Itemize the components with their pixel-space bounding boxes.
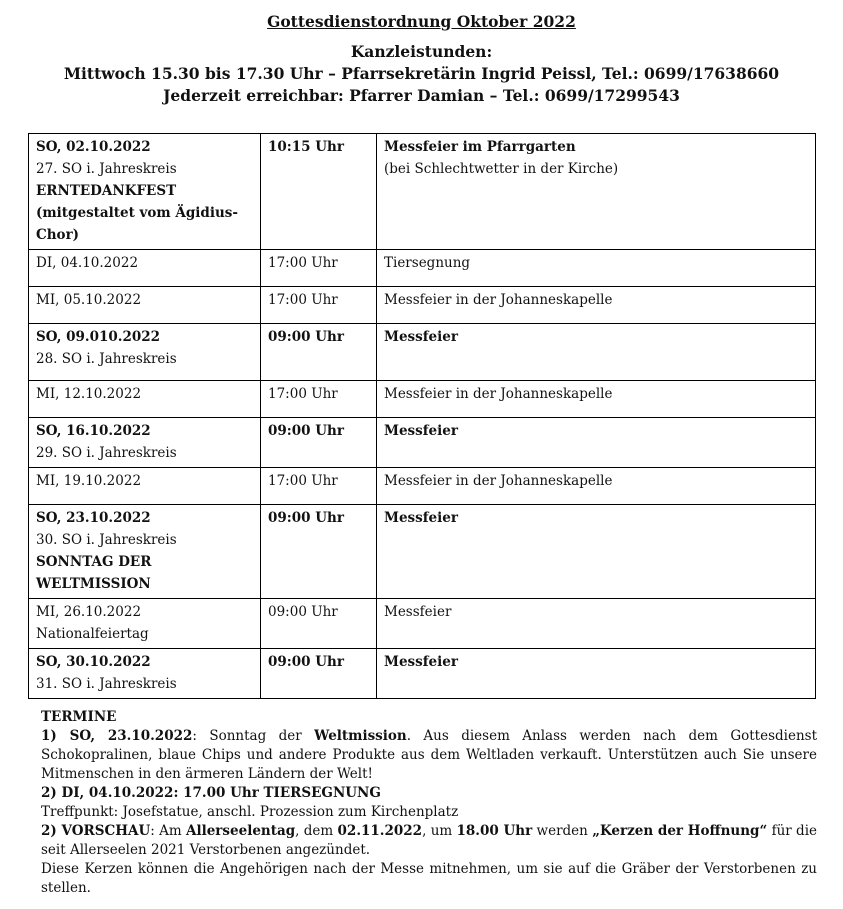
schedule-time: 09:00 Uhr xyxy=(261,324,377,381)
schedule-date: SO, 16.10.2022 xyxy=(36,423,151,439)
schedule-time: 10:15 Uhr xyxy=(261,134,377,250)
schedule-time: 17:00 Uhr xyxy=(261,468,377,505)
schedule-row xyxy=(29,381,816,418)
schedule-event-cell xyxy=(377,468,816,505)
office-hours-line: Mittwoch 15.30 bis 17.30 Uhr – Pfarrsekretärin Ingrid Peissl, Tel.: 0699/17638660 xyxy=(63,64,780,83)
schedule-event-cell xyxy=(377,599,816,649)
schedule-date-note: ERNTEDANKFEST (mitgestaltet vom Ägidius-Chor) xyxy=(36,183,238,243)
schedule-row xyxy=(29,468,816,505)
schedule-event-cell xyxy=(377,649,816,699)
schedule-event-cell xyxy=(377,418,816,468)
schedule-event: Messfeier in der Johanneskapelle xyxy=(384,292,613,308)
schedule-time: 17:00 Uhr xyxy=(261,381,377,418)
schedule-event-cell xyxy=(377,505,816,599)
schedule-date-cell xyxy=(29,599,261,649)
schedule-event: Messfeier xyxy=(384,329,458,345)
schedule-event-cell xyxy=(377,324,816,381)
schedule-date-cell xyxy=(29,134,261,250)
schedule-event: Messfeier xyxy=(384,510,458,526)
schedule-date: SO, 02.10.2022 xyxy=(36,139,151,155)
schedule-event-note: (bei Schlechtwetter in der Kirche) xyxy=(384,161,619,177)
schedule-date-cell xyxy=(29,381,261,418)
page-title: Gottesdienstordnung Oktober 2022 xyxy=(267,12,576,31)
schedule-row xyxy=(29,134,816,250)
priest-contact-line: Jederzeit erreichbar: Pfarrer Damian – Tel.: 0699/17299543 xyxy=(163,86,680,105)
schedule-table xyxy=(28,133,816,699)
schedule-date: DI, 04.10.2022 xyxy=(36,255,139,271)
termine-item-1-date: 1) SO, 23.10.2022 xyxy=(41,728,193,744)
termine-item-2-heading: 2) DI, 04.10.2022: 17.00 Uhr TIERSEGNUNG xyxy=(41,785,381,801)
schedule-row xyxy=(29,324,816,381)
schedule-row xyxy=(29,418,816,468)
schedule-date-cell xyxy=(29,287,261,324)
schedule-date-note: 31. SO i. Jahreskreis xyxy=(36,676,177,692)
schedule-time: 09:00 Uhr xyxy=(261,649,377,699)
schedule-row xyxy=(29,599,816,649)
termine-heading: TERMINE xyxy=(41,709,117,725)
schedule-event: Messfeier xyxy=(384,423,458,439)
schedule-date: MI, 05.10.2022 xyxy=(36,292,142,308)
schedule-time: 17:00 Uhr xyxy=(261,250,377,287)
office-hours-heading: Kanzleistunden: xyxy=(350,42,493,61)
schedule-event: Messfeier in der Johanneskapelle xyxy=(384,386,613,402)
schedule-event-cell xyxy=(377,134,816,250)
schedule-date-cell xyxy=(29,649,261,699)
schedule-date-note: 28. SO i. Jahreskreis xyxy=(36,351,177,367)
schedule-date-cell xyxy=(29,324,261,381)
schedule-date-cell xyxy=(29,250,261,287)
schedule-event-cell xyxy=(377,250,816,287)
schedule-event: Tiersegnung xyxy=(384,255,471,271)
schedule-row xyxy=(29,505,816,599)
schedule-date: SO, 23.10.2022 xyxy=(36,510,151,526)
schedule-event-cell xyxy=(377,381,816,418)
schedule-event: Messfeier xyxy=(384,604,452,620)
schedule-time: 17:00 Uhr xyxy=(261,287,377,324)
schedule-date-cell xyxy=(29,418,261,468)
termine-section xyxy=(41,708,817,898)
schedule-date: MI, 19.10.2022 xyxy=(36,473,142,489)
schedule-date: SO, 30.10.2022 xyxy=(36,654,151,670)
schedule-time: 09:00 Uhr xyxy=(261,418,377,468)
schedule-row xyxy=(29,649,816,699)
termine-item-1: 1) SO, 23.10.2022: Sonntag der Weltmission. Aus diesem Anlass werden nach dem Gottesdienst Schokopralinen, blaue Chips und andere Produkte aus dem Weltladen verkauft. Unterstützen auch Sie unsere Mitmenschen in den ärmeren Ländern der Welt! xyxy=(41,728,818,782)
schedule-date-note: 27. SO i. Jahreskreis xyxy=(36,161,177,177)
schedule-event: Messfeier im Pfarrgarten xyxy=(384,139,576,155)
termine-item-4: Diese Kerzen können die Angehörigen nach der Messe mitnehmen, um sie auf die Gräber der Verstorbenen zu stellen. xyxy=(41,861,817,896)
schedule-date: MI, 26.10.2022 xyxy=(36,604,142,620)
schedule-date-note: 30. SO i. Jahreskreis xyxy=(36,532,177,548)
schedule-date: MI, 12.10.2022 xyxy=(36,386,142,402)
schedule-date-note: Nationalfeiertag xyxy=(36,626,149,642)
schedule-date-cell xyxy=(29,468,261,505)
schedule-event: Messfeier in der Johanneskapelle xyxy=(384,473,613,489)
termine-item-2-body: Treffpunkt: Josefstatue, anschl. Prozession zum Kirchenplatz xyxy=(41,804,459,820)
schedule-date-cell xyxy=(29,505,261,599)
schedule-time: 09:00 Uhr xyxy=(261,599,377,649)
schedule-date: SO, 09.010.2022 xyxy=(36,329,161,345)
schedule-date-note: 29. SO i. Jahreskreis xyxy=(36,445,177,461)
schedule-date-note: SONNTAG DER WELTMISSION xyxy=(36,554,152,592)
schedule-row xyxy=(29,250,816,287)
schedule-event-cell xyxy=(377,287,816,324)
schedule-event: Messfeier xyxy=(384,654,458,670)
schedule-row xyxy=(29,287,816,324)
schedule-time: 09:00 Uhr xyxy=(261,505,377,599)
termine-item-3: 2) VORSCHAU: Am Allerseelentag, dem 02.11.2022, um 18.00 Uhr werden „Kerzen der Hoffnung“ für die seit Allerseelen 2021 Verstorbenen angezündet. xyxy=(41,823,817,858)
